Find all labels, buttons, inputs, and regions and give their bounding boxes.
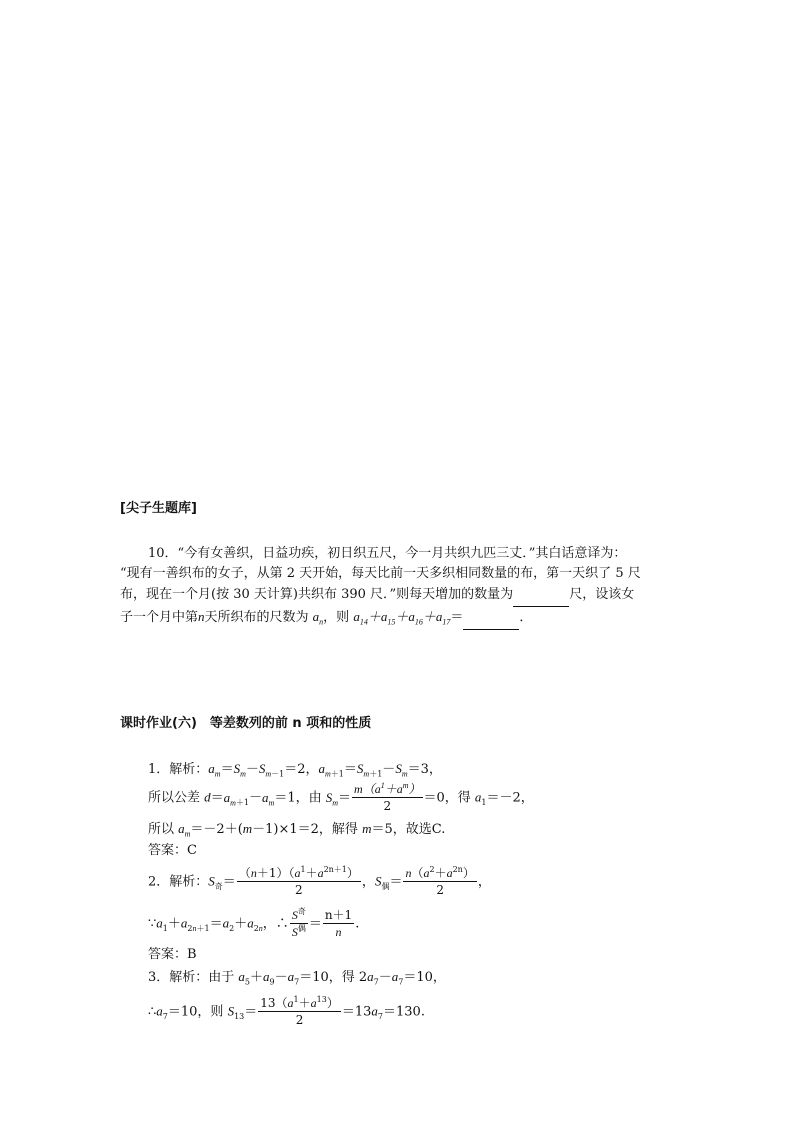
s2-line-1: 2．解析：$S_奇=$ $\frac{(n+1)(a^1+a^{2n+1})}{2}$ ，$S_偶=$ $\frac{n(a^2+a^{2n})}{2}$ ， xyxy=(148,865,491,897)
answer-blank-1[interactable] xyxy=(513,584,569,607)
q10-line-4-text: 子一个月中第 xyxy=(120,610,199,625)
q10-line-4-end: ． xyxy=(519,610,533,625)
fraction-s13: $\frac{13(a^1+a^{13})}{2}$ xyxy=(260,995,339,1027)
q10-line-3 xyxy=(120,584,634,607)
q10-line-3-text: 布，现在一个月(按 30 天计算)共织布 390 尺．”则每天增加的数量为 xyxy=(120,587,514,602)
lesson-title: 课时作业(六) 等差数列的前 n 项和的性质 xyxy=(120,716,372,731)
s2-answer: 答案：B xyxy=(148,947,197,962)
answer-blank-2[interactable] xyxy=(463,607,519,630)
fraction-n: $\frac{n+1}{n}$ xyxy=(324,908,353,939)
q10-line-2: “现有一善织布的女子，从第 2 天开始，每天比前一天多织相同数量的布，第一天织了 5 尺 xyxy=(120,566,641,581)
fraction-s-odd: $\frac{(n+1)(a^1+a^{2n+1})}{2}$ xyxy=(238,865,359,897)
s3-line-1: 3．解析：由于 $a_5+a_9-a_7=10$，得 $2a_7-a_7=10$， xyxy=(148,969,446,987)
s1-line-3: 所以 $a_m=-2+(m-1)\times 1=2$，解得 m＝5，故选C. xyxy=(148,821,446,839)
q10-line-4: 子一个月中第n天所织布的尺数为 $a_n$，则 $a_{14}+a_{15}+a_{16}+a_{17}=$ ． xyxy=(120,606,532,630)
fraction-s-even: $\frac{n(a^2+a^{2n})}{2}$ xyxy=(405,865,475,897)
s1-line-1: 1．解析：$a_m=S_m-S_{m-1}=2$，$a_{m+1}=S_{m+1}-S_m=3$， xyxy=(148,761,442,779)
s3-line-2: $\therefore a_7=10$，则 $S_{13}=$ $\frac{13(a^1+a^{13})}{2}$ $=13a_7=130$. xyxy=(148,995,425,1027)
s2-line-2: $\because a_1+a_{2n+1}=a_2+a_{2n}$，∴ $\frac{S^奇}{S^偶}$ ＝ $\frac{n+1}{n}$ . xyxy=(148,907,360,939)
fraction-ratio: $\frac{S^奇}{S^偶}$ xyxy=(291,907,306,939)
s1-answer: 答案：C xyxy=(148,843,197,858)
q10-line-3-tail: 尺，设该女 xyxy=(569,587,635,602)
section-label: [尖子生题库] xyxy=(120,501,197,516)
term-an: $a_n$ xyxy=(312,609,324,627)
s1-line-2: 所以公差 $d=a_{m+1}-a_m=1$，由 $S_m=$ $\frac{m(a^1+a^m)}{2}$ ＝0，得 $a_1=-2$， xyxy=(148,781,534,813)
term-sum: $a_{14}+a_{15}+a_{16}+a_{17}$ xyxy=(353,609,451,627)
var-n: n xyxy=(198,609,205,624)
q10-line-4-mid: 天所织布的尺数为 xyxy=(204,610,309,625)
fraction-sm: $\frac{m(a^1+a^m)}{2}$ xyxy=(354,781,421,813)
q10-line-1: 10．“今有女善织，日益功疾，初日织五尺，今一月共织九匹三丈．”其白话意译为： xyxy=(148,546,627,561)
